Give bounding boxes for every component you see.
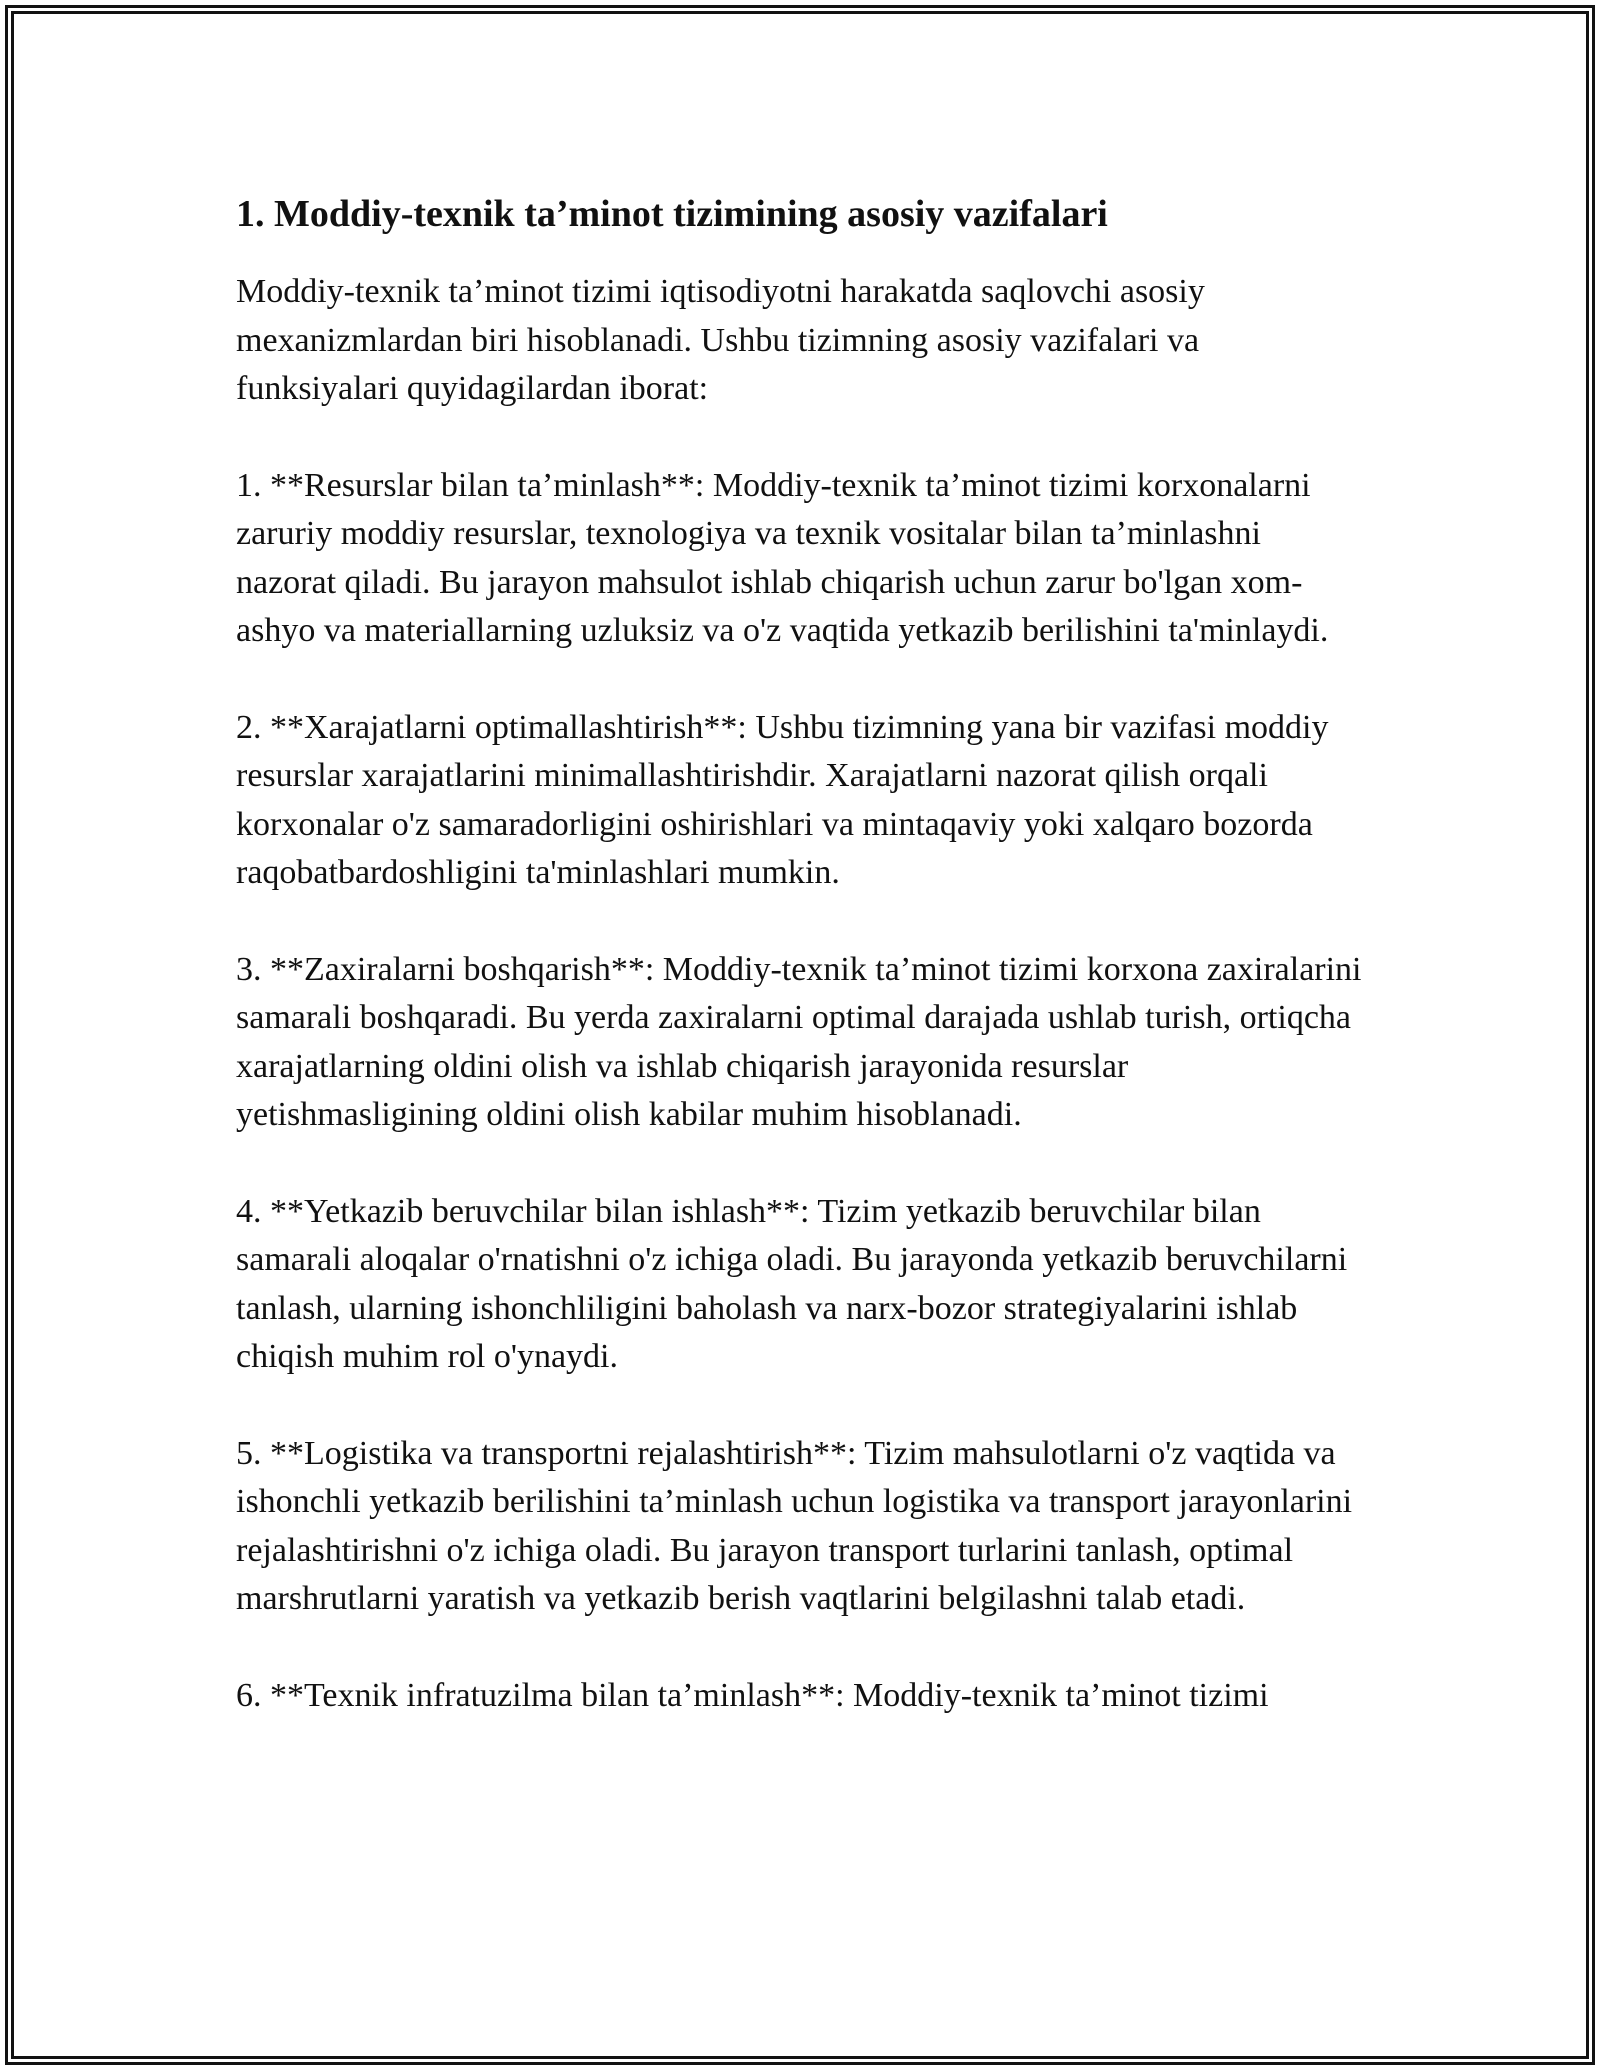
list-item-inventory: 3. **Zaxiralarni boshqarish**: Moddiy-texnik ta’minot tizimi korxona zaxiralarini samarali boshqaradi. Bu yerda zaxiralarni optimal darajada ushlab turish, ortiqcha xarajatlarning oldini olish va ishlab chiqarish jarayonida resurslar yetishmasligining oldini olish kabilar muhim hisoblanadi. bbox=[236, 950, 1362, 1133]
list-item-costs: 2. **Xarajatlarni optimallashtirish**: Ushbu tizimning yana bir vazifasi moddiy resurslar xarajatlarini minimallashtirishdir. Xarajatlarni nazorat qilish orqali korxonalar o'z samaradorligini oshirishlari va mintaqaviy yoki xalqaro bozorda raqobatbardoshligini ta'minlashlari mumkin. bbox=[236, 708, 1329, 891]
list-item-logistics: 5. **Logistika va transportni rejalashtirish**: Tizim mahsulotlarni o'z vaqtida va ishonchli yetkazib berilishini ta’minlash uchun logistika va transport jarayonlarini rejalashtirishni o'z ichiga oladi. Bu jarayon transport turlarini tanlash, optimal marshrutlarni yaratish va yetkazib berish vaqtlarini belgilashni talab etadi. bbox=[236, 1434, 1353, 1617]
document-body bbox=[236, 188, 1366, 1768]
list-item-resources: 1. **Resurslar bilan ta’minlash**: Moddiy-texnik ta’minot tizimi korxonalarni zaruriy moddiy resurslar, texnologiya va texnik vositalar bilan ta’minlashni nazorat qiladi. Bu jarayon mahsulot ishlab chiqarish uchun zarur bo'lgan xom-ashyo va materiallarning uzluksiz va o'z vaqtida yetkazib berilishini ta'minlaydi. bbox=[236, 466, 1329, 649]
list-item-infrastructure: 6. **Texnik infratuzilma bilan ta’minlash**: Moddiy-texnik ta’minot tizimi bbox=[236, 1676, 1269, 1714]
list-item-suppliers: 4. **Yetkazib beruvchilar bilan ishlash**: Tizim yetkazib beruvchilar bilan samarali aloqalar o'rnatishni o'z ichiga oladi. Bu jarayonda yetkazib beruvchilarni tanlash, ularning ishonchliligini baholash va narx-bozor strategiyalarini ishlab chiqish muhim rol o'ynaydi. bbox=[236, 1192, 1348, 1375]
intro-paragraph: Moddiy-texnik ta’minot tizimi iqtisodiyotni harakatda saqlovchi asosiy mexanizmlardan biri hisoblanadi. Ushbu tizimning asosiy vazifalari va funksiyalari quyidagilardan iborat: bbox=[236, 273, 1205, 407]
section-heading: 1. Moddiy-texnik ta’minot tizimining asosiy vazifalari bbox=[236, 193, 1108, 235]
